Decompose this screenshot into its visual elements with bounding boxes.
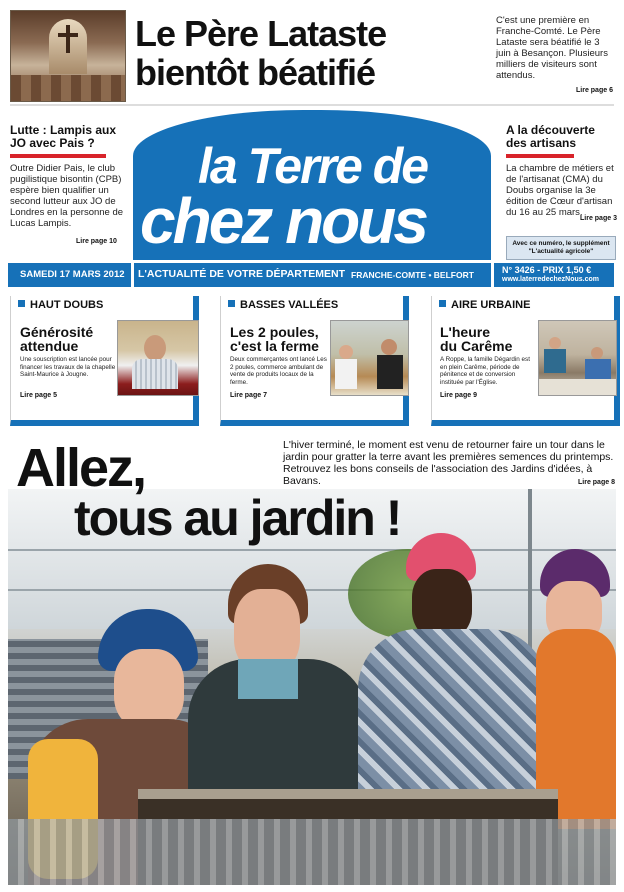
main-headline-line1[interactable]: Allez, bbox=[16, 438, 146, 498]
divider bbox=[10, 104, 614, 106]
tagline: L'ACTUALITÉ DE VOTRE DÉPARTEMENT bbox=[138, 268, 346, 280]
section-label: BASSES VALLÉES bbox=[228, 299, 338, 311]
section-label: AIRE URBAINE bbox=[439, 299, 530, 311]
section-title-line2: c'est la ferme bbox=[230, 338, 319, 354]
left-story-title[interactable]: Lutte : Lampis aux JO avec Pais ? bbox=[10, 123, 117, 150]
section-title bbox=[20, 325, 115, 353]
farm-photo bbox=[330, 320, 409, 396]
main-headline-line2[interactable]: tous au jardin ! bbox=[74, 490, 401, 546]
section-label: HAUT DOUBS bbox=[18, 299, 103, 311]
man-photo bbox=[117, 320, 199, 396]
right-story-text: La chambre de métiers et de l'artisanat (CMA) du Doubs organise la 3e édition de Cœur d'artisan du 16 au 25 mars. bbox=[506, 163, 614, 218]
section-text: Une souscription est lancée pour financer les travaux de la chapelle Saint-Maurice à Jougne. bbox=[20, 356, 116, 379]
masthead-title-line1: la Terre de bbox=[198, 138, 428, 194]
section-title-line2: attendue bbox=[20, 338, 79, 354]
accent-bar bbox=[10, 154, 106, 158]
band-separator bbox=[491, 263, 494, 287]
masthead-band bbox=[8, 263, 614, 287]
section-page-ref: Lire page 5 bbox=[20, 392, 57, 399]
section-title-line1: Les 2 poules, bbox=[230, 324, 319, 340]
top-headline-line2: bientôt béatifié bbox=[135, 52, 376, 93]
supplement-line1: Avec ce numéro, le supplément bbox=[512, 240, 610, 247]
supplement-line2: "L'actualité agricole" bbox=[528, 248, 594, 255]
accent-bar bbox=[506, 154, 574, 158]
top-headline-line1: Le Père Lataste bbox=[135, 13, 387, 54]
top-headline[interactable] bbox=[135, 14, 485, 92]
section-page-ref: Lire page 7 bbox=[230, 392, 267, 399]
section-title-line2: du Carême bbox=[440, 338, 513, 354]
section-title bbox=[230, 325, 330, 353]
garden-workers-photo bbox=[8, 489, 616, 885]
chapel-photo bbox=[10, 10, 126, 102]
band-separator bbox=[131, 263, 134, 287]
supplement-notice bbox=[506, 236, 616, 260]
section-title-line1: Générosité bbox=[20, 324, 94, 340]
section-title bbox=[440, 325, 536, 353]
issue-number-price: N° 3426 - PRIX 1,50 € bbox=[502, 265, 592, 275]
region: FRANCHE-COMTE • BELFORT bbox=[351, 270, 474, 280]
masthead-title-line2: chez nous bbox=[140, 185, 426, 257]
left-story-page-ref: Lire page 10 bbox=[76, 238, 117, 245]
section-text: Deux commerçantes ont lancé Les 2 poules, commerce ambulant de vente de produits locaux de la ferme. bbox=[230, 356, 327, 386]
left-story-text: Outre Didier Pais, le club pugilistique bisontin (CPB) espère bien qualifier un second lutteur aux JO de Londres en la personne de Lucas Lampis. bbox=[10, 163, 124, 229]
top-story-text: C'est une première en Franche-Comté. Le Père Lataste sera béatifié le 3 juin à Besançon. Plusieurs milliers de visiteurs sont attendus. bbox=[496, 15, 608, 81]
family-meal-photo bbox=[538, 320, 617, 396]
main-story-intro: L'hiver terminé, le moment est venu de retourner faire un tour dans le jardin pour gratter la terre avant les premières semences du printemps. Retrouvez les bons conseils de l'association des Jardins d'idées, à Bavans. bbox=[283, 439, 614, 487]
top-story-page-ref: Lire page 6 bbox=[576, 87, 613, 94]
right-story-page-ref: Lire page 3 bbox=[580, 215, 617, 222]
website-link[interactable]: www.laterredechezNous.com bbox=[502, 276, 599, 283]
section-text: A Roppe, la famille Dégardin est en plein Carême, période de pénitence et de conversion instituée par l'Église. bbox=[440, 356, 530, 386]
section-title-line1: L'heure bbox=[440, 324, 491, 340]
section-page-ref: Lire page 9 bbox=[440, 392, 477, 399]
right-story-title[interactable]: A la découverte des artisans bbox=[506, 123, 595, 150]
main-story-page-ref: Lire page 8 bbox=[578, 479, 615, 486]
issue-date: SAMEDI 17 MARS 2012 bbox=[20, 269, 125, 280]
